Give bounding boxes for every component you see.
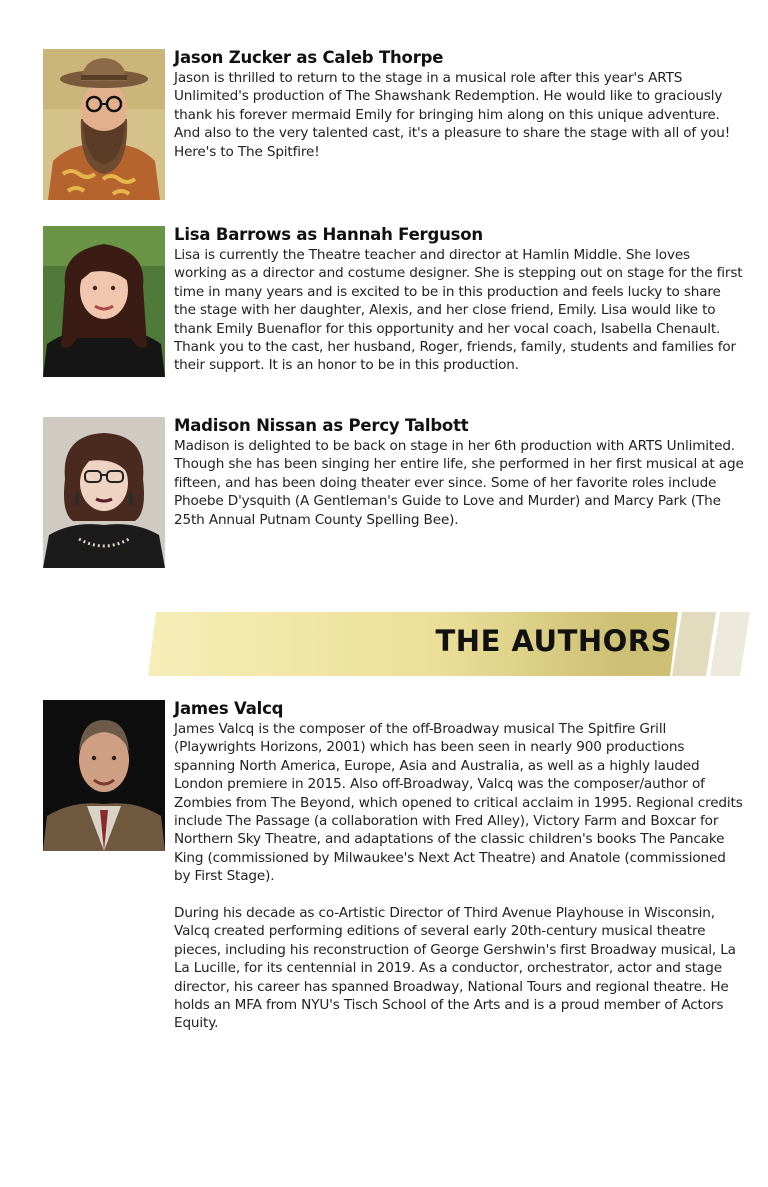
headshot-photo-james-valcq: [43, 700, 165, 851]
performer-name: Jason Zucker as Caleb Thorpe: [174, 48, 444, 67]
performer-name: Lisa Barrows as Hannah Ferguson: [174, 225, 483, 244]
section-title: THE AUTHORS: [435, 624, 672, 658]
bio-paragraph: James Valcq is the composer of the off-Broadway musical The Spitfire Grill (Playwrights Horizons, 2001) which has been seen in nearly 900 productions spanning North America, Europe, Asia and Australia, as well as a highly lauded London premiere in 2015. Also off-Broadway, Valcq was the composer/author of Zombies from The Beyond, which opened to critical acclaim in 1995. Regional credits include The Passage (a collaboration with Fred Alley), Victory Farm and Boxcar for Northern Sky Theatre, and adaptations of the classic children's books The Pancake King (commissioned by Milwaukee's Next Act Theatre) and Anatole (commissioned by First Stage).: [174, 721, 743, 885]
bio-paragraph: During his decade as co-Artistic Director of Third Avenue Playhouse in Wisconsin, Valcq created performing editions of several early 20th-century musical theatre pieces, including his reconstruction of George Gershwin's first Broadway musical, La La Lucille, for its centennial in 2019. As a conductor, orchestrator, actor and stage director, his career has spanned Broadway, National Tours and regional theatre. He holds an MFA from NYU's Tisch School of the Arts and is a proud member of Actors Equity.: [174, 905, 736, 1032]
bio-paragraph: Lisa is currently the Theatre teacher and director at Hamlin Middle. She loves working as a director and costume designer. She is stepping out on stage for the first time in many years and is excited to be in this production and feels lucky to share the stage with her daughter, Alexis, and her close friend, Emily. Lisa would like to thank Emily Buenaflor for this opportunity and her vocal coach, Isabella Chenault. Thank you to the cast, her husband, Roger, friends, family, students and families for their support. It is an honor to be in this production.: [174, 247, 743, 374]
bio-paragraph: Jason is thrilled to return to the stage in a musical role after this year's ARTS Unlimited's production of The Shawshank Redemption. He would like to graciously thank his forever mermaid Emily for bringing him along on this unique adventure. And also to the very talented cast, it's a pleasure to share the stage with all of you! Here's to The Spitfire!: [174, 70, 731, 160]
author-name: James Valcq: [174, 699, 284, 718]
section-banner-authors: [148, 612, 750, 676]
bio-text-block: [174, 415, 744, 529]
bio-text-block: [174, 224, 744, 375]
performer-name: Madison Nissan as Percy Talbott: [174, 416, 469, 435]
bio-text-block: [174, 698, 744, 1033]
bio-text-block: [174, 47, 744, 161]
headshot-photo-madison-nissan: [43, 417, 165, 568]
headshot-photo-jason-zucker: [43, 49, 165, 200]
headshot-photo-lisa-barrows: [43, 226, 165, 377]
bio-paragraph: Madison is delighted to be back on stage in her 6th production with ARTS Unlimited. Though she has been singing her entire life, she performed in her first musical at age fifteen, and has been doing theater ever since. Some of her favorite roles include Phoebe D'ysquith (A Gentleman's Guide to Love and Murder) and Marcy Park (The 25th Annual Putnam County Spelling Bee).: [174, 438, 744, 528]
